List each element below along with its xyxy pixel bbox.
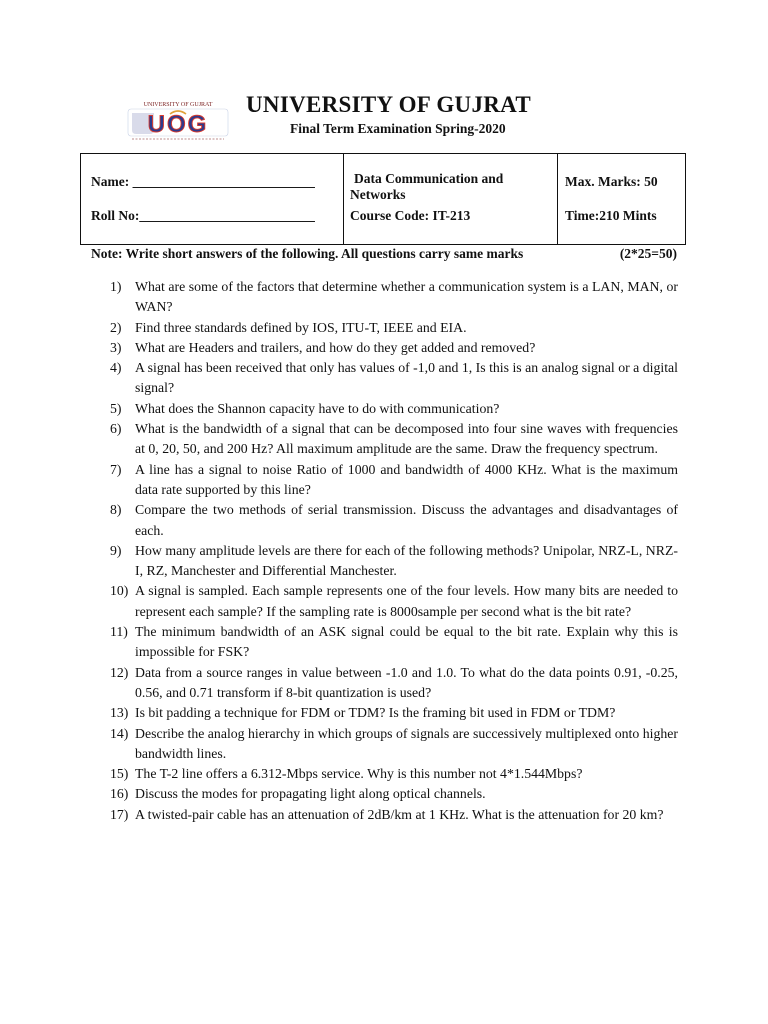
question-number: 1) [110, 279, 122, 294]
question-text: The minimum bandwidth of an ASK signal could be equal to the bit rate. Explain why this is impossible for FSK? [135, 624, 678, 660]
question-number: 15) [110, 766, 129, 782]
question-item [110, 277, 678, 318]
question-text: What are some of the factors that determine whether a communication system is a LAN, MAN, or WAN? [135, 279, 678, 315]
roll-number-field[interactable]: Roll No:__________________________ [91, 208, 315, 223]
question-text: A twisted-pair cable has an attenuation of 2dB/km at 1 KHz. What is the attenuation for 20 km? [135, 806, 664, 822]
question-text: A signal is sampled. Each sample represents one of the four levels. How many bits are needed to represent each sample? If the sampling rate is 8000sample per second what is the bit rate? [135, 583, 678, 619]
logo-caption: UNIVERSITY OF GUJRAT [143, 102, 213, 108]
question-number: 7) [110, 461, 122, 477]
marks-time-cell [558, 154, 686, 245]
course-code: Course Code: IT-213 [350, 208, 471, 223]
question-number: 10) [110, 583, 129, 599]
question-text: What are Headers and trailers, and how do they get added and removed? [135, 339, 536, 355]
question-item [110, 805, 678, 825]
question-text: Is bit padding a technique for FDM or TDM? Is the framing bit used in FDM or TDM? [135, 705, 616, 721]
question-number: 2) [110, 319, 122, 335]
question-number: 5) [110, 400, 122, 416]
question-number: 12) [110, 664, 129, 680]
course-title-line2: Networks [350, 187, 406, 202]
question-number: 11) [110, 624, 128, 640]
question-item [110, 399, 678, 419]
question-number: 13) [110, 705, 129, 721]
question-text: The T-2 line offers a 6.312-Mbps service. Why is this number not 4*1.544Mbps? [135, 766, 583, 782]
question-item [110, 500, 678, 541]
question-list [110, 277, 678, 825]
course-title-line1: Data Communication and [354, 171, 504, 186]
question-text: What is the bandwidth of a signal that can be decomposed into four sine waves with frequencies at 0, 20, 50, and 200 Hz? All maximum amplitude are the same. Draw the frequency spectrum. [135, 421, 678, 457]
question-number: 17) [110, 806, 129, 822]
question-text: Compare the two methods of serial transmission. Discuss the advantages and disadvantages of each. [135, 502, 678, 538]
exam-subtitle: Final Term Examination Spring-2020 [290, 121, 506, 136]
exam-time: Time:210 Mints [565, 208, 657, 223]
student-fields-cell [81, 154, 344, 245]
course-cell [344, 154, 558, 245]
question-number: 16) [110, 786, 129, 802]
question-item [110, 622, 678, 663]
question-number: 8) [110, 502, 122, 518]
university-title: UNIVERSITY OF GUJRAT [246, 92, 532, 117]
question-number: 3) [110, 339, 122, 355]
question-item [110, 460, 678, 501]
question-item [110, 663, 678, 704]
question-text: What does the Shannon capacity have to do with communication? [135, 400, 500, 416]
university-logo [126, 100, 230, 142]
question-text: Find three standards defined by IOS, ITU-T, IEEE and EIA. [135, 319, 467, 335]
logo-letters: UOG [147, 111, 209, 138]
question-number: 14) [110, 725, 129, 741]
question-text: Data from a source ranges in value between -1.0 and 1.0. To what do the data points 0.91, -0.25, 0.56, and 0.71 transform if 8-bit quantization is used? [135, 664, 678, 700]
question-item [110, 358, 678, 399]
question-text: Discuss the modes for propagating light along optical channels. [135, 786, 486, 802]
question-text: Describe the analog hierarchy in which groups of signals are successively multiplexed onto higher bandwidth lines. [135, 725, 678, 761]
question-item [110, 318, 678, 338]
question-item [110, 724, 678, 765]
note-text: Note: Write short answers of the following. All questions carry same marks [91, 246, 524, 261]
question-text: A signal has been received that only has values of -1,0 and 1, Is this is an analog signal or a digital signal? [135, 360, 678, 396]
question-number: 9) [110, 542, 122, 558]
question-number: 6) [110, 421, 122, 437]
student-info-table [80, 153, 686, 245]
question-text: How many amplitude levels are there for each of the following methods? Unipolar, NRZ-L, NRZ-I, RZ, Manchester and Differential Manchester. [135, 542, 678, 579]
question-item [110, 764, 678, 784]
max-marks: Max. Marks: 50 [565, 174, 658, 189]
question-item [110, 338, 678, 358]
question-item [110, 419, 678, 460]
question-item [110, 541, 678, 582]
name-field[interactable]: Name: ___________________________ [91, 174, 315, 189]
question-item [110, 703, 678, 723]
question-text: A line has a signal to noise Ratio of 1000 and bandwidth of 4000 KHz. What is the maximum data rate supported by this line? [135, 461, 678, 497]
total-marks: (2*25=50) [619, 246, 677, 261]
question-number: 4) [110, 360, 122, 376]
question-item [110, 784, 678, 804]
question-item [110, 581, 678, 622]
